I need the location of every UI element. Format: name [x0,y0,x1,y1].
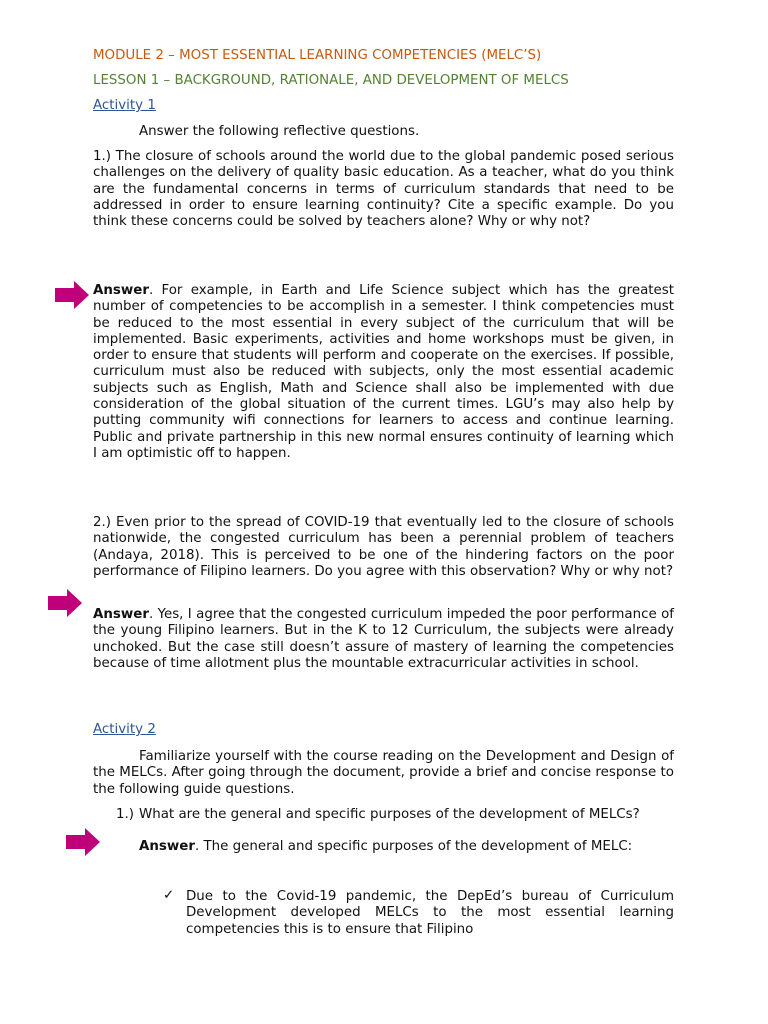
answer-1-text: . For example, in Earth and Life Science subject which has the greatest number of competencies to be accomplish in a semester. I think competencies must be reduced to the most essential in every subject of the curriculum that will be implemented. Basic experiments, activities and home workshops must be given, in order to ensure that students will perform and cooperate on the exercises. If possible, curriculum must also be reduced with subjects, only the most essential academic subjects such as English, Math and Science shall also be implemented with due consideration of the global situation of the current times. LGU’s may also help by putting community wifi connections for learners to access and continue learning. Public and private partnership in this new normal ensures continuity of learning which I am optimistic off to happen. [93,283,674,461]
item-1-answer [139,839,674,855]
activity-2-link[interactable]: Activity 2 [93,722,156,737]
lesson-title: LESSON 1 – BACKGROUND, RATIONALE, AND DEVELOPMENT OF MELCS [93,73,569,88]
activity-1-link[interactable]: Activity 1 [93,98,156,113]
module-title: MODULE 2 – MOST ESSENTIAL LEARNING COMPETENCIES (MELC’S) [93,48,542,63]
right-arrow-icon [66,828,100,856]
item-1-answer-text: . The general and specific purposes of the development of MELC: [194,839,633,854]
item-1-answer-label: Answer [139,839,195,854]
right-arrow-icon [55,281,89,309]
answer-1 [93,283,674,462]
right-arrow-icon [48,589,82,617]
question-1: 1.) The closure of schools around the world due to the global pandemic posed serious challenges on the delivery of quality basic education. As a teacher, what do you think are the fundamental concerns in terms of curriculum standards that need to be addressed in order to ensure learning continuity? Cite a specific example. Do you think these concerns could be solved by teachers alone? Why or why not? [93,149,674,230]
item-1-number: 1.) [116,807,135,822]
checkmark-icon: ✓ [163,888,175,903]
answer-1-label: Answer [93,283,149,298]
activity-1-instruction: Answer the following reflective questions. [139,124,420,139]
bullet-1: Due to the Covid-19 pandemic, the DepEd’s bureau of Curriculum Development developed MELCs to the most essential learning competencies this is to ensure that Filipino [186,889,674,937]
answer-2-label: Answer [93,607,149,622]
question-2: 2.) Even prior to the spread of COVID-19 that eventually led to the closure of schools nationwide, the congested curriculum has been a perennial problem of teachers (Andaya, 2018). This is perceived to be one of the hindering factors on the poor performance of Filipino learners. Do you agree with this observation? Why or why not? [93,515,674,579]
activity-2-instruction: Familiarize yourself with the course reading on the Development and Design of the MELCs. After going through the document, provide a brief and concise response to the following guide questions. [93,749,674,797]
answer-2 [93,607,674,672]
answer-2-text: . Yes, I agree that the congested curriculum impeded the poor performance of the young Filipino learners. But in the K to 12 Curriculum, the subjects were already unchoked. But the case still doesn’t assure of mastery of learning the competencies because of time allotment plus the mountable extracurricular activities in school. [93,607,674,671]
item-1-question: What are the general and specific purposes of the development of MELCs? [139,807,640,822]
